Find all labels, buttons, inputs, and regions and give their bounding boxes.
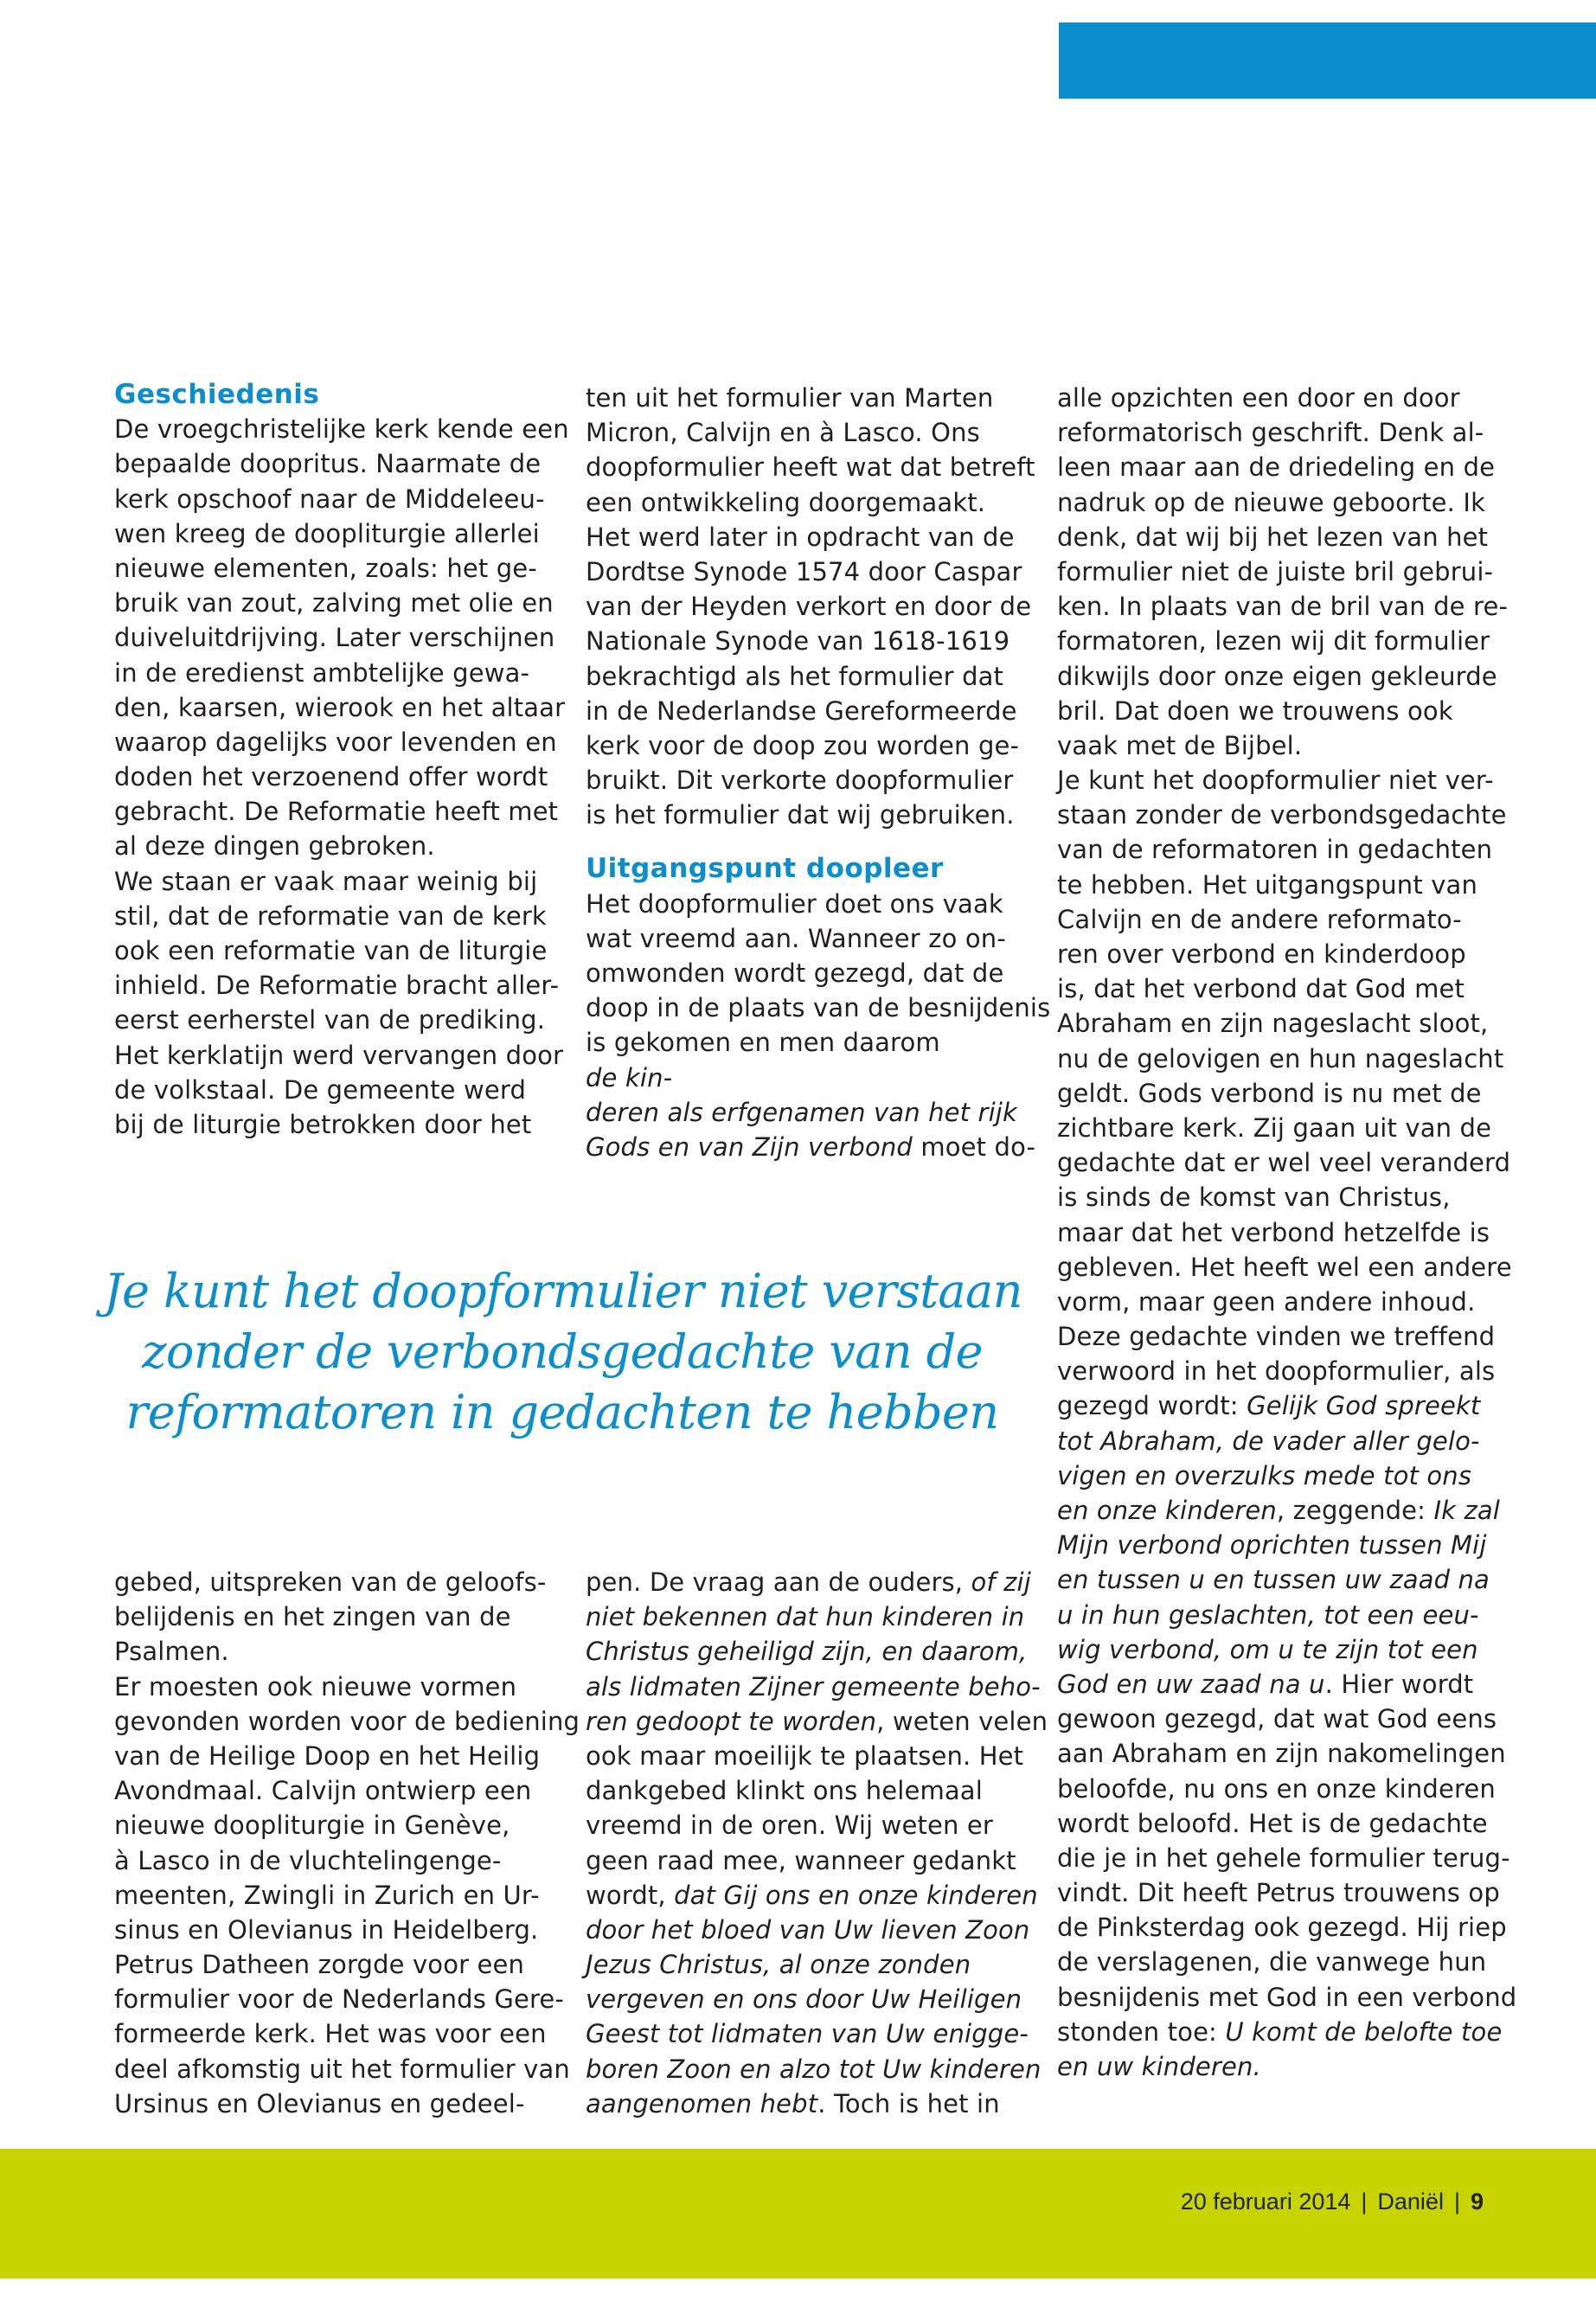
text-line: We staan er vaak maar weinig bij <box>114 866 538 896</box>
text-line: Ursinus en Olevianus en gedeel- <box>114 2088 525 2118</box>
text-line: is het formulier dat wij gebruiken. <box>586 800 1015 830</box>
text-line: besnijdenis met God in een verbond <box>1057 1982 1517 2012</box>
text-line: denk, dat wij bij het lezen van het <box>1057 522 1489 552</box>
text-line: gezegd wordt: Gelijk God spreekt <box>1057 1391 1481 1421</box>
text-line: de Pinksterdag ook gezegd. Hij riep <box>1057 1913 1507 1943</box>
text-line: van de reformatoren in gedachten <box>1057 835 1493 865</box>
text-line: gebracht. De Reformatie heeft met <box>114 797 559 827</box>
text-line: Micron, Calvijn en à Lasco. Ons <box>586 418 980 448</box>
text-line: gewoon gezegd, dat wat God eens <box>1057 1704 1497 1734</box>
separator: | <box>1453 2189 1460 2214</box>
column-1-bottom <box>114 1565 580 2121</box>
text-line: De vroegchristelijke kerk kende een <box>114 414 569 445</box>
text-line: ten uit het formulier van Marten <box>586 383 994 413</box>
text-line: wordt, dat Gij ons en onze kinderen <box>586 1880 1038 1910</box>
text-line: en tussen u en tussen uw zaad na <box>1057 1565 1490 1595</box>
text-line: reformatorisch geschrift. Denk al- <box>1057 418 1484 448</box>
text-line: wordt beloofd. Het is de gedachte <box>1057 1808 1488 1838</box>
text-line: Dordtse Synode 1574 door Caspar <box>586 556 1022 586</box>
section-heading: Uitgangspunt doopleer <box>586 853 944 885</box>
text-line: ook een reformatie van de liturgie <box>114 936 548 965</box>
text-line: kerk opschoof naar de Middeleeu- <box>114 484 545 514</box>
column-3 <box>1057 381 1516 2084</box>
text-line: bril. Dat doen we trouwens ook <box>1057 695 1453 726</box>
text-line: Petrus Datheen zorgde voor een <box>114 1950 525 1980</box>
text-line: waarop dagelijks voor levenden en <box>114 727 557 757</box>
text-line: bruik van zout, zalving met olie en <box>114 588 554 619</box>
text-line: omwonden wordt gezegd, dat de <box>586 958 1004 988</box>
text-line: doden het verzoenend offer wordt <box>114 762 548 792</box>
text-line: Het kerklatijn werd vervangen door <box>114 1040 564 1070</box>
text-line: vaak met de Bijbel. <box>1057 730 1303 760</box>
text-line: niet bekennen dat hun kinderen in <box>586 1602 1025 1632</box>
text-line: in de eredienst ambtelijke gewa- <box>114 657 530 688</box>
text-line: vergeven en ons door Uw Heiligen <box>586 1984 1022 2015</box>
text-line: die je in het gehele formulier terug- <box>1057 1843 1510 1873</box>
text-line: ken. In plaats van de bril van de re- <box>1057 592 1509 622</box>
text-line: al deze dingen gebroken. <box>114 831 435 862</box>
text-line: Calvijn en de andere reformato- <box>1057 904 1462 934</box>
text-line: maar dat het verbond hetzelfde is <box>1057 1217 1490 1247</box>
text-line: aan Abraham en zijn nakomelingen <box>1057 1739 1506 1769</box>
text-line: Abraham en zijn nageslacht sloot, <box>1057 1009 1489 1039</box>
text-line: eerst eerherstel van de prediking. <box>114 1005 546 1035</box>
text-line: Je kunt het doopformulier niet ver- <box>1057 766 1494 796</box>
text-line: inhield. De Reformatie bracht aller- <box>114 971 560 1001</box>
text-line: leen maar aan de driedeling en de <box>1057 452 1496 483</box>
text-line: stonden toe: U komt de belofte toe <box>1057 2016 1503 2047</box>
text-line: formulier niet de juiste bril gebrui- <box>1057 556 1494 586</box>
text-line: boren Zoon en alzo tot Uw kinderen <box>586 2054 1042 2084</box>
text-line: God en uw zaad na u. Hier wordt <box>1057 1669 1474 1699</box>
footer-info <box>1181 2189 1484 2215</box>
text-line: formeerde kerk. Het was voor een <box>114 2019 547 2049</box>
text-line: bepaalde doopritus. Naarmate de <box>114 449 542 479</box>
text-line: vindt. Dit heeft Petrus trouwens op <box>1057 1878 1500 1908</box>
text-line: bij de liturgie betrokken door het <box>114 1109 532 1139</box>
section-heading: Geschiedenis <box>114 379 320 410</box>
text-line: Het werd later in opdracht van de <box>586 522 1015 552</box>
text-line: is sinds de komst van Christus, <box>1057 1183 1451 1213</box>
text-line: Er moesten ook nieuwe vormen <box>114 1671 517 1702</box>
text-line: tot Abraham, de vader aller gelo- <box>1057 1426 1480 1456</box>
text-line: Christus geheiligd zijn, en daarom, <box>586 1637 1028 1667</box>
text-line: sinus en Olevianus in Heidelberg. <box>114 1914 539 1945</box>
text-line: geen raad mee, wanneer gedankt <box>586 1845 1016 1875</box>
text-line: Deze gedachte vinden we treffend <box>1057 1322 1496 1352</box>
text-line: een ontwikkeling doorgemaakt. <box>586 487 986 517</box>
text-line: Mijn verbond oprichten tussen Mij <box>1057 1530 1487 1561</box>
text-line: gevonden worden voor de bediening <box>114 1706 580 1736</box>
page-number: 9 <box>1470 2189 1484 2214</box>
text-line: deel afkomstig uit het formulier van <box>114 2054 570 2084</box>
text-line: alle opzichten een door en door <box>1057 383 1460 413</box>
text-line: nadruk op de nieuwe geboorte. Ik <box>1057 487 1486 517</box>
text-line: Het doopformulier doet ons vaak <box>586 888 1003 919</box>
text-line: door het bloed van Uw lieven Zoon <box>586 1914 1030 1945</box>
separator: | <box>1361 2189 1368 2214</box>
column-1-top <box>114 377 569 1142</box>
text-line: de kin- <box>586 1062 673 1093</box>
text-line: stil, dat de reformatie van de kerk <box>114 901 547 931</box>
column-2-bottom <box>586 1565 1048 2121</box>
issue-date: 20 februari 2014 <box>1180 2189 1351 2214</box>
text-line: duiveluitdrijving. Later verschijnen <box>114 623 555 653</box>
pull-quote-line: zonder de verbondsgedachte van de <box>142 1324 983 1379</box>
text-line: van de Heilige Doop en het Heilig <box>114 1740 541 1771</box>
text-line: gebed, uitspreken van de geloofs- <box>114 1567 547 1597</box>
header-accent-bar <box>1059 22 1596 99</box>
text-line: in de Nederlandse Gereformeerde <box>586 695 1017 726</box>
pull-quote-line: reformatoren in gedachten te hebben <box>125 1385 999 1439</box>
text-line: Gods en van Zijn verbond moet do- <box>586 1131 1036 1162</box>
text-line: den, kaarsen, wierook en het altaar <box>114 692 566 722</box>
text-line: wat vreemd aan. Wanneer zo on- <box>586 923 1006 953</box>
text-line: en uw kinderen. <box>1057 2052 1261 2081</box>
text-line: bekrachtigd als het formulier dat <box>586 661 1004 691</box>
text-line: aangenomen hebt. Toch is het in <box>586 2088 1000 2118</box>
text-line: Jezus Christus, al onze zonden <box>586 1950 971 1980</box>
text-line: de volkstaal. De gemeente werd <box>114 1074 527 1105</box>
text-line: doopformulier heeft wat dat betreft <box>586 452 1035 483</box>
text-line: Nationale Synode van 1618-1619 <box>586 626 1010 657</box>
text-line: dankgebed klinkt ons helemaal <box>586 1776 983 1806</box>
text-line: is gekomen en men daarom <box>586 1028 940 1058</box>
text-line: vorm, maar geen andere inhoud. <box>1057 1286 1476 1317</box>
magazine-name: Daniël <box>1377 2189 1444 2214</box>
text-line: staan zonder de verbondsgedachte <box>1057 800 1507 830</box>
pull-quote-line: Je kunt het doopformulier niet verstaan <box>104 1264 1022 1318</box>
text-line: doop in de plaats van de besnijdenis <box>586 993 1051 1023</box>
text-line: dikwijls door onze eigen gekleurde <box>1057 661 1497 691</box>
text-line: à Lasco in de vluchtelingenge- <box>114 1845 502 1875</box>
text-line: Psalmen. <box>114 1637 229 1667</box>
text-line: u in hun geslachten, tot een eeu- <box>1057 1599 1479 1630</box>
text-line: bruikt. Dit verkorte doopformulier <box>586 766 1014 796</box>
text-line: van der Heyden verkort en door de <box>586 592 1032 622</box>
text-line: zichtbare kerk. Zij gaan uit van de <box>1057 1112 1492 1143</box>
text-line: gebleven. Het heeft wel een andere <box>1057 1252 1512 1282</box>
pull-quote <box>104 1261 1021 1443</box>
text-line: ook maar moeilijk te plaatsen. Het <box>586 1740 1024 1771</box>
text-line: als lidmaten Zijner gemeente beho- <box>586 1671 1041 1702</box>
text-line: pen. De vraag aan de ouders, of zij <box>586 1567 1031 1597</box>
text-line: kerk voor de doop zou worden ge- <box>586 730 1020 760</box>
text-line: te hebben. Het uitgangspunt van <box>1057 869 1477 900</box>
text-line: formatoren, lezen wij dit formulier <box>1057 626 1490 657</box>
text-line: geldt. Gods verbond is nu met de <box>1057 1078 1482 1108</box>
text-line: nieuwe elementen, zoals: het ge- <box>114 553 537 583</box>
text-line: vigen en overzulks mede tot ons <box>1057 1460 1472 1490</box>
text-line: vreemd in de oren. Wij weten er <box>586 1811 993 1841</box>
text-line: deren als erfgenamen van het rijk <box>586 1097 1017 1127</box>
column-2-top <box>586 381 1050 1164</box>
text-line: meenten, Zwingli in Zurich en Ur- <box>114 1880 540 1910</box>
text-line: wig verbond, om u te zijn tot een <box>1057 1634 1478 1664</box>
text-line: gedachte dat er wel veel veranderd <box>1057 1148 1511 1178</box>
text-line: belijdenis en het zingen van de <box>114 1602 511 1632</box>
text-line: nu de gelovigen en hun nageslacht <box>1057 1043 1504 1074</box>
text-line: is, dat het verbond dat God met <box>1057 974 1465 1004</box>
text-line: beloofde, nu ons en onze kinderen <box>1057 1773 1496 1804</box>
text-line: ren over verbond en kinderdoop <box>1057 939 1466 969</box>
text-line: en onze kinderen, zeggende: Ik zal <box>1057 1496 1500 1525</box>
text-line: ren gedoopt te worden, weten velen <box>586 1706 1048 1736</box>
text-line: Geest tot lidmaten van Uw enigge- <box>586 2019 1029 2049</box>
text-line: formulier voor de Nederlands Gere- <box>114 1984 565 2015</box>
text-line: verwoord in het doopformulier, als <box>1057 1356 1496 1387</box>
text-line: de verslagenen, die vanwege hun <box>1057 1947 1487 1977</box>
text-line: wen kreeg de doopliturgie allerlei <box>114 518 540 548</box>
text-line: Avondmaal. Calvijn ontwierp een <box>114 1776 532 1806</box>
text-line: nieuwe doopliturgie in Genève, <box>114 1811 510 1841</box>
